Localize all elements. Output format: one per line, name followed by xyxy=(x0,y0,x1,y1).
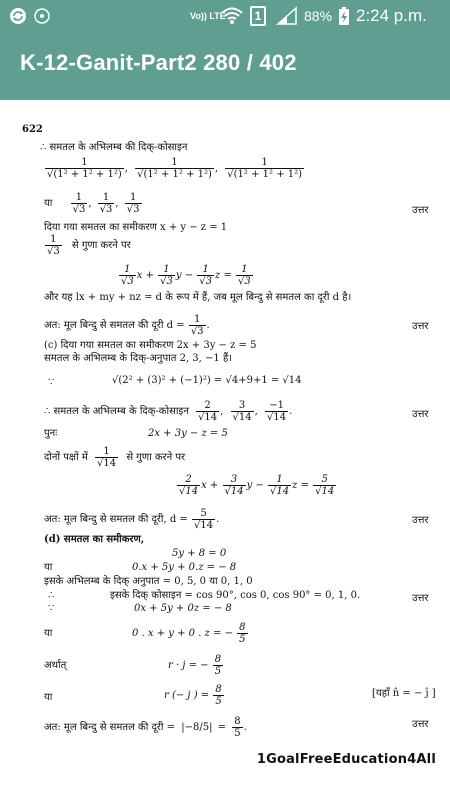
text-line: या xyxy=(44,692,53,703)
equation-row: अत: मूल बिन्दु से समतल की दूरी, d = $\frac{5}{√14}$ . xyxy=(44,508,220,531)
text-line: समतल के अभिलम्ब के दिक्-अनुपात 2, 3, −1 हैं। xyxy=(44,353,233,364)
text-line: ∴ समतल के अभिलम्ब की दिक्-कोसाइन xyxy=(40,142,188,153)
sim-icon xyxy=(250,0,266,32)
equation-row: या $\frac{1}{√3}$ , $\frac{1}{√3}$ , $\frac{1}{√3}$ xyxy=(44,192,140,215)
answer-label: उत्तर xyxy=(412,321,429,332)
equation-row: r · j = − $\frac{8}{5}$ xyxy=(168,654,222,677)
answer-label: उत्तर xyxy=(412,593,429,604)
equation-row: 0.x + 5y + 0.z = − 8 xyxy=(132,562,237,573)
network-type-label: Vo)) LTE xyxy=(190,10,226,21)
equation-row: $\frac{1}{\text{√(1² + 1² + 1²)}}$ , $\frac{1}{\text{√(1² + 1² + 1²)}}$ , $\frac{1}{\text{√(1² + 1² + 1²)}}$ xyxy=(47,157,303,180)
battery-charging-icon xyxy=(338,0,350,32)
equation-row: r (− j ) = $\frac{8}{5}$ xyxy=(164,684,222,707)
answer-label: उत्तर xyxy=(412,205,429,216)
equation-row: ∴ समतल के अभिलम्ब के दिक्-कोसाइन $\frac{2}{√14}$ , $\frac{3}{√14}$ , $\frac{-1}{√14}$ . xyxy=(44,400,293,423)
notification-icon xyxy=(34,0,50,32)
sim-slot-label: 1 xyxy=(250,6,266,26)
answer-label: उत्तर xyxy=(412,515,429,526)
text-line: इसके दिक् कोसाइन = cos 90°, cos 0, cos 90° = 0, 1, 0. xyxy=(110,590,361,601)
equation-row: अत: मूल बिन्दु से समतल की दूरी = |−8/5| = $\frac{8}{5}$ . xyxy=(44,716,247,739)
text-line: अर्थात् xyxy=(44,660,67,671)
equation-row: 5y + 8 = 0 xyxy=(172,548,227,559)
text-line: (c) दिया गया समतल का समीकरण 2x + 3y − z = 5 xyxy=(44,340,257,351)
note: [यहाँ n̂ = − ĵ ] xyxy=(372,688,436,699)
answer-label: उत्तर xyxy=(412,719,429,730)
signal-icon xyxy=(276,0,298,32)
answer-label: उत्तर xyxy=(412,409,429,420)
symbol: ∵ xyxy=(48,603,55,614)
text-line: इसके अभिलम्ब के दिक् अनुपात = 0, 5, 0 या 0, 1, 0 xyxy=(44,576,253,587)
status-bar xyxy=(0,0,450,32)
text-line: या xyxy=(44,628,53,639)
equation-row: 0 . x + y + 0 . z = − $\frac{8}{5}$ xyxy=(132,622,246,645)
battery-percent: 88% xyxy=(304,8,333,24)
clock: 2:24 p.m. xyxy=(356,6,427,25)
equation-row: $\frac{1}{√3}$ x + $\frac{1}{√3}$ y − $\frac{1}{√3}$ z = $\frac{1}{√3}$ xyxy=(121,264,251,287)
equation-row: $\frac{1}{√3}$ से गुणा करने पर xyxy=(47,234,131,257)
equation-row: √(2² + (3)² + (−1)²) = √4+9+1 = √14 xyxy=(112,375,302,386)
settings-sync-icon xyxy=(8,0,28,32)
text-line: या xyxy=(44,562,53,573)
document-title[interactable]: K-12-Ganit-Part2 280 / 402 xyxy=(20,50,297,75)
document-page[interactable] xyxy=(0,100,450,800)
text-line: दिया गया समतल का समीकरण x + y − z = 1 xyxy=(44,222,228,233)
symbol: ∴ xyxy=(48,590,55,601)
page-number: 622 xyxy=(22,124,43,135)
symbol: ∵ xyxy=(48,377,55,388)
equation-row: अत: मूल बिन्दु से समतल की दूरी d = $\frac{1}{√3}$ . xyxy=(44,314,210,337)
equation-row: दोनों पक्षों में $\frac{1}{√14}$ से गुणा करने पर xyxy=(44,446,186,469)
app-bar xyxy=(0,32,450,100)
equation-row: $\frac{2}{√14}$ x + $\frac{3}{√14}$ y − $\frac{1}{√14}$ z = $\frac{5}{√14}$ xyxy=(179,474,335,497)
text-line: पुनः xyxy=(44,428,58,439)
equation-row: 0x + 5y + 0z = − 8 xyxy=(134,603,232,614)
watermark: 1GoalFreeEducation4All xyxy=(256,752,436,767)
text-line: और यह lx + my + nz = d के रूप में हैं, जब मूल बिन्दु से समतल का दूरी d है। xyxy=(44,292,352,303)
equation-row: 2x + 3y − z = 5 xyxy=(148,428,228,439)
wifi-icon xyxy=(220,0,244,32)
text-line: (d) समतल का समीकरण, xyxy=(44,534,145,545)
